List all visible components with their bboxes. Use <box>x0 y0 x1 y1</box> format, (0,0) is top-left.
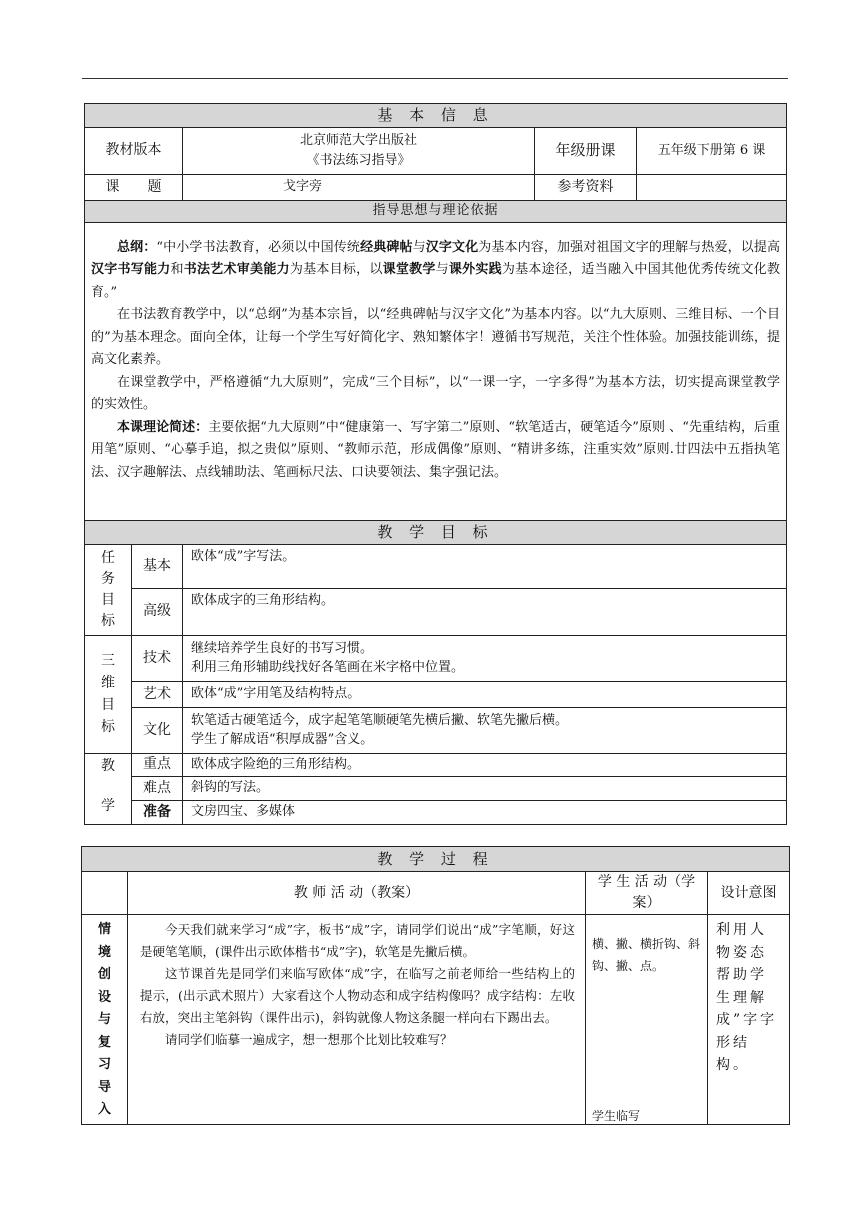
art-label: 艺术 <box>132 681 183 707</box>
textbook-label: 教材版本 <box>85 127 183 174</box>
textbook-title: 《书法练习指导》 <box>306 152 411 168</box>
design-intent-content: 利用人物姿态帮助学生理解成”字字形结构。 <box>708 915 790 1125</box>
skill-label: 技术 <box>132 635 183 681</box>
textbook-publisher: 北京师范大学出版社 <box>299 133 417 148</box>
student-activity-header: 学 生 活 动（学 案） <box>586 872 708 915</box>
goal-advanced-label: 高级 <box>132 588 183 635</box>
basic-info-header: 基 本 信 息 <box>85 104 787 128</box>
grade-value: 五年级下册第 6 课 <box>637 127 787 174</box>
key-point-label: 重点 <box>132 753 183 776</box>
preparation-label: 准备 <box>132 800 183 824</box>
theory-paragraph-1: 总纲：“中小学书法教育，必须以中国传统经典碑帖与汉字文化为基本内容，加强对祖国文字的理解与热爱，以提高汉字书写能力和书法艺术审美能力为基本目标，以课堂教学与课外实践为基本途径，适当融入中国其他优秀传统文化教育。” <box>91 239 781 300</box>
theory-paragraph-4: 本课理论简述：主要依据“九大原则”中“健康第一、写字第二”原则、“软笔适古，硬笔适今”原则 、“先重结构，后重用笔”原则、“心摹手追，拟之贵似”原则、“教师示范，形成偶像”原则、“精讲多练，注重实效”原则.廿四法中五指执笔法、汉字趣解法、点线辅助法、笔画标尺法、口诀要领法、集字强记法。 <box>91 419 781 480</box>
textbook-value <box>183 127 535 174</box>
topic-value: 戈字旁 <box>183 174 535 200</box>
teacher-activity-header: 教 师 活 动（教案） <box>128 872 586 915</box>
stage-label: 情境创设与复习导入 <box>82 915 128 1125</box>
theory-paragraph-3: 在课堂教学中，严格遵循“九大原则”，完成“三个目标”，以“一课一字，一字多得”为基本方法，切实提高课堂教学的实效性。 <box>91 374 781 412</box>
theory-header: 指导思想与理论依据 <box>85 200 787 222</box>
student-stroke-order: 横、撇、横折钩、斜钩、撇、点。 <box>592 937 701 973</box>
design-intent-header: 设计意图 <box>708 872 790 915</box>
culture-label: 文化 <box>132 707 183 753</box>
teacher-paragraph-1: 今天我们就来学习“成”字，板书“成”字，请同学们说出“成”字笔顺，好这是硬笔笔顺，(课件出示欧体楷书“成”字)，软笔是先撇后横。 <box>140 922 575 959</box>
task-goals-label: 任务目标 <box>85 544 132 635</box>
art-value: 欧体“成”字用笔及结构特点。 <box>183 681 787 707</box>
student-copying: 学生临写 <box>592 1109 641 1123</box>
skill-value: 继续培养学生良好的书写习惯。 利用三角形辅助线找好各笔画在米字格中位置。 <box>183 635 787 681</box>
culture-value: 软笔适古硬笔适今，成字起笔笔顺硬笔先横后撇、软笔先撇后横。 学生了解成语“积厚成器”含义。 <box>183 707 787 753</box>
difficulty-value: 斜钩的写法。 <box>183 776 787 800</box>
process-stage-column-header <box>82 872 128 915</box>
goal-advanced-value: 欧体成字的三角形结构。 <box>183 588 787 635</box>
reference-value <box>637 174 787 200</box>
theory-paragraph-2: 在书法教育教学中，以“总纲”为基本宗旨，以“经典碑帖与汉字文化”为基本内容。以“九大原则、三维目标、一个目的”为基本理念。面向全体，让每一个学生写好简化字、熟知繁体字！遵循书写规范，关注个性体验。加强技能训练，提高文化素养。 <box>91 307 781 367</box>
difficulty-label: 难点 <box>132 776 183 800</box>
reference-label: 参考资料 <box>535 174 637 200</box>
page-header-rule <box>82 78 788 79</box>
teacher-activity-content <box>128 915 586 1125</box>
teaching-process-table <box>81 846 790 1125</box>
teacher-paragraph-2: 这节课首先是同学们来临写欧体“成”字，在临写之前老师给一些结构上的提示，(出示武术照片）大家看这个人物动态和成字结构像吗？成字结构：左收右放，突出主笔斜钩（课件出示)，斜钩就像人物这条腿一样向右下踢出去。 <box>140 966 575 1025</box>
student-activity-content <box>586 915 708 1125</box>
goals-header: 教 学 目 标 <box>85 520 787 544</box>
teaching-label: 教 学 <box>85 753 132 824</box>
topic-label: 课 题 <box>85 174 183 200</box>
grade-label: 年级册课 <box>535 127 637 174</box>
teacher-paragraph-3: 请同学们临摹一遍成字，想一想那个比划比较难写？ <box>165 1032 453 1047</box>
key-point-value: 欧体成字险绝的三角形结构。 <box>183 753 787 776</box>
dimension-goals-label: 三维目标 <box>85 635 132 753</box>
process-header: 教 学 过 程 <box>82 847 790 872</box>
goal-basic-value: 欧体“成”字写法。 <box>183 544 787 588</box>
lesson-info-table <box>84 103 787 825</box>
preparation-value: 文房四宝、多媒体 <box>183 800 787 824</box>
goal-basic-label: 基本 <box>132 544 183 588</box>
theory-content <box>85 222 787 520</box>
